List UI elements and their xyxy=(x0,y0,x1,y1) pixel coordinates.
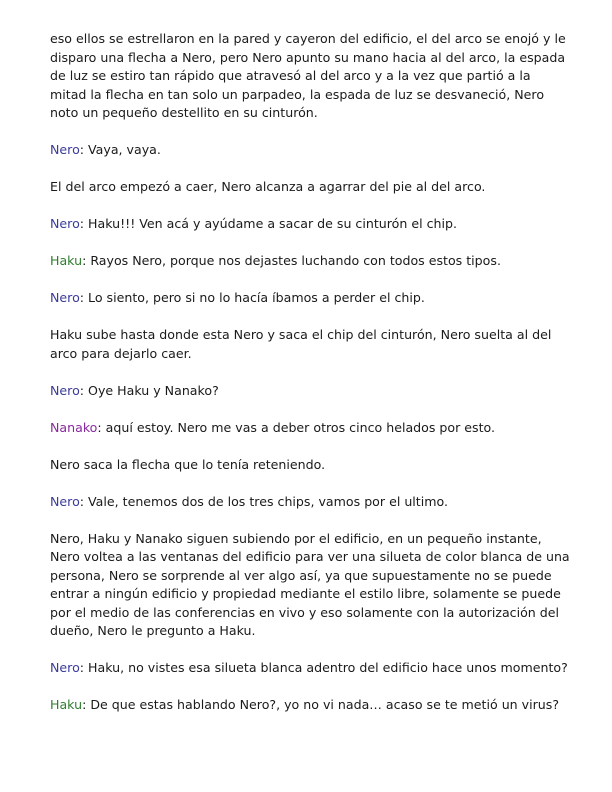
speaker-name: Haku xyxy=(50,697,83,712)
dialogue-line xyxy=(50,493,570,512)
dialogue-line xyxy=(50,215,570,234)
narration-paragraph xyxy=(50,456,570,475)
narration-text: Nero saca la flecha que lo tenía reteniendo. xyxy=(50,456,326,472)
dialogue-text: : Haku!!! Ven acá y ayúdame a sacar de su cinturón el chip. xyxy=(79,216,458,231)
speaker-name: Nero xyxy=(50,493,80,509)
speaker-name: Haku xyxy=(50,253,83,268)
dialogue-text: : Vale, tenemos dos de los tres chips, vamos por el ultimo. xyxy=(79,493,448,509)
narration-paragraph xyxy=(50,326,570,363)
narration-paragraph xyxy=(50,30,570,123)
narration-text: eso ellos se estrellaron en la pared y cayeron del edificio, el del arco se enojó y le disparo una flecha a Nero, pero Nero apunto su mano hacia al del arco, la espada de luz se estiro tan rápido que atravesó al del arco y a la vez que partió a la mitad la flecha en tan solo un parpadeo, la espada de luz se desvaneció, Nero noto un pequeño destellito en su cinturón. xyxy=(50,31,566,120)
speaker-name: Nero xyxy=(50,290,80,305)
dialogue-line xyxy=(50,289,570,308)
speaker-name: Nero xyxy=(50,382,80,398)
dialogue-text: : De que estas hablando Nero?, yo no vi nada… acaso se te metió un virus? xyxy=(82,697,560,712)
speaker-name: Nero xyxy=(50,660,80,675)
dialogue-line xyxy=(50,659,570,678)
narration-text: Nero, Haku y Nanako siguen subiendo por el edificio, en un pequeño instante, Nero voltea a las ventanas del edificio para ver una silueta de color blanca de una persona, Nero se sorprende al ver algo así, ya que supuestamente no se puede entrar a ningún edificio y propiedad mediante el estilo libre, solamente se puede por el medio de las conferencias en vivo y eso solamente con la autorización del dueño, Nero le pregunto a Haku. xyxy=(50,530,570,638)
dialogue-line xyxy=(50,141,570,160)
document-page xyxy=(50,30,570,733)
dialogue-line xyxy=(50,252,570,271)
dialogue-text: : Haku, no vistes esa silueta blanca adentro del edificio hace unos momento? xyxy=(79,660,568,675)
narration-text: Haku sube hasta donde esta Nero y saca el chip del cinturón, Nero suelta al del arco para dejarlo caer. xyxy=(50,327,552,361)
dialogue-line xyxy=(50,419,570,438)
dialogue-line xyxy=(50,696,570,715)
narration-paragraph xyxy=(50,530,570,641)
dialogue-line xyxy=(50,382,570,401)
dialogue-text: : Oye Haku y Nanako? xyxy=(79,382,219,398)
dialogue-text: : aquí estoy. Nero me vas a deber otros cinco helados por esto. xyxy=(97,419,496,435)
dialogue-text: : Vaya, vaya. xyxy=(79,142,161,157)
dialogue-text: : Rayos Nero, porque nos dejastes luchando con todos estos tipos. xyxy=(82,253,501,268)
narration-paragraph xyxy=(50,178,570,197)
speaker-name: Nero xyxy=(50,142,80,157)
dialogue-text: : Lo siento, pero si no lo hacía íbamos a perder el chip. xyxy=(79,290,425,305)
narration-text: El del arco empezó a caer, Nero alcanza a agarrar del pie al del arco. xyxy=(50,179,486,194)
speaker-name: Nero xyxy=(50,216,80,231)
speaker-name: Nanako xyxy=(50,419,98,435)
